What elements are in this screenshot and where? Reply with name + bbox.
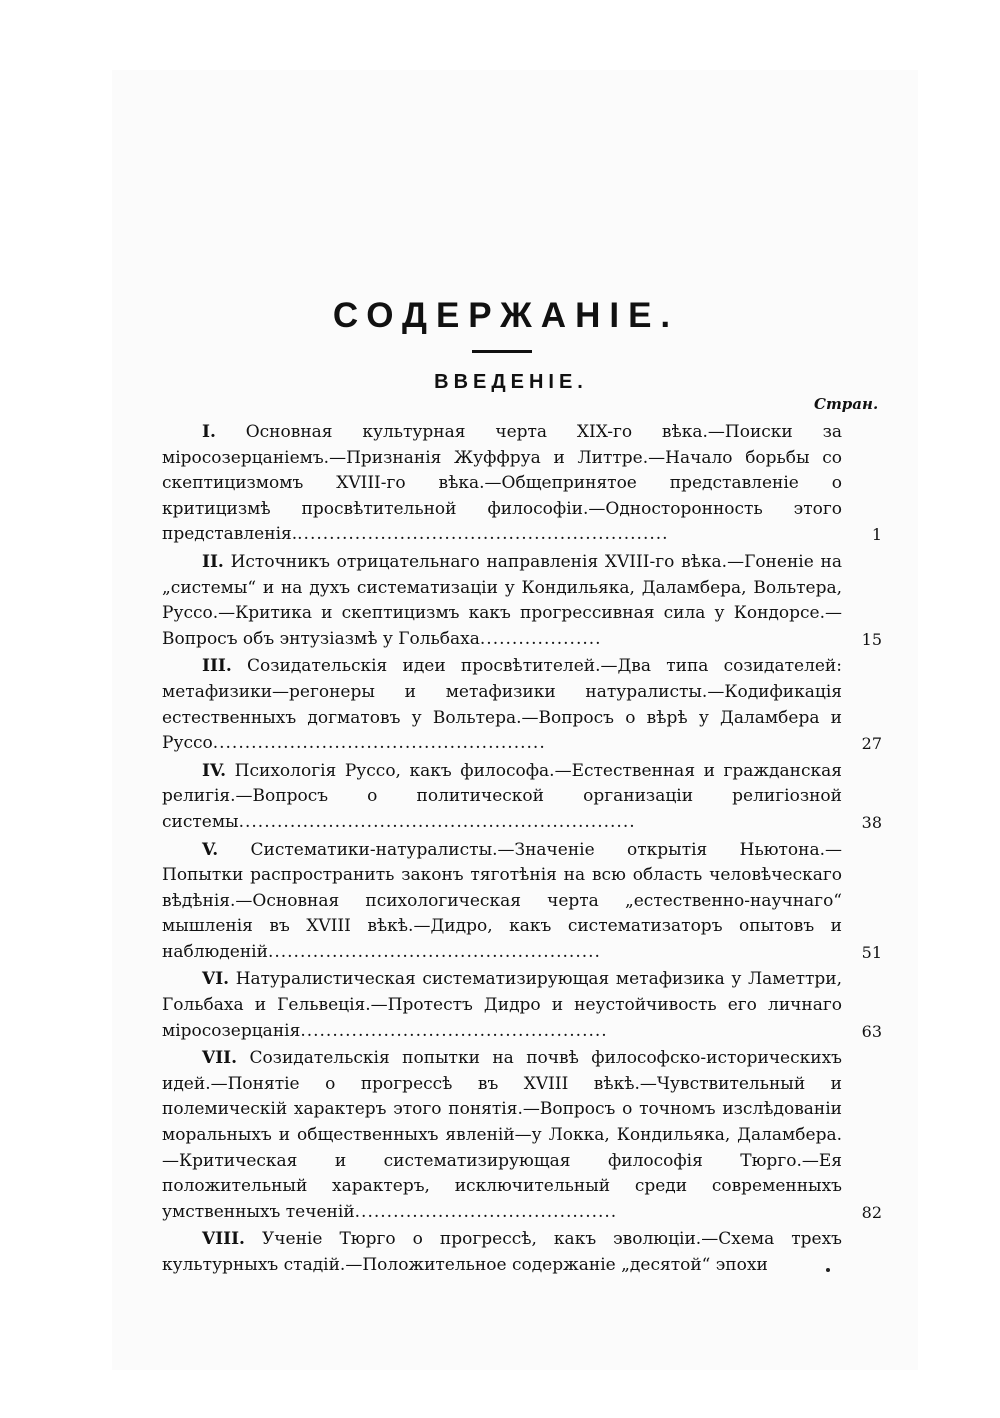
toc-entry-text: Источникъ отрицательнаго направленія XVIII-го вѣка.—Гоненіе на „системы“ и на духъ систематизаціи у Кондильяка, Даламбера, Вольтера, Руссо.—Критика и скептицизмъ какъ прогрессивная сила у Кондорсе.—Вопросъ объ энтузіазмѣ у Гольбаха bbox=[162, 551, 842, 649]
title-divider bbox=[472, 350, 532, 353]
toc-entry bbox=[162, 1227, 842, 1278]
toc-entry-page: 51 bbox=[861, 942, 882, 962]
toc-entry-leader: .......................................................... bbox=[297, 524, 669, 545]
toc-entry-page: 63 bbox=[861, 1021, 882, 1041]
toc-entry bbox=[162, 550, 882, 652]
toc-entry-page: 82 bbox=[861, 1202, 882, 1222]
toc-entry bbox=[162, 1046, 882, 1225]
toc-entry-text: Созидательскія идеи просвѣтителей.—Два типа созидателей: метафизики—регонеры и метафизики натуралисты.—Кодификація естественныхъ догматовъ у Вольтера.—Вопросъ о вѣрѣ у Даламбера и Руссо bbox=[162, 656, 842, 754]
toc-entry-page: 15 bbox=[861, 629, 882, 649]
toc-entry-numeral: VII. bbox=[202, 1048, 238, 1069]
toc-entry-numeral: VIII. bbox=[202, 1229, 245, 1250]
toc-entry-page: 27 bbox=[861, 734, 882, 754]
toc-entry-numeral: VI. bbox=[202, 969, 230, 990]
toc-entry-numeral: V. bbox=[202, 839, 219, 860]
toc-page bbox=[162, 290, 882, 1275]
toc-entry-page: 1 bbox=[871, 525, 882, 545]
toc-entry-numeral: II. bbox=[202, 551, 224, 572]
toc-entry-text: Ученіе Тюрго о прогрессѣ, какъ эволюціи.—Схема трехъ культурныхъ стадій.—Положительное содержаніе „десятой“ эпохи bbox=[162, 1229, 842, 1275]
scan-speck bbox=[826, 1268, 830, 1272]
toc-entry-text: Основная культурная черта XIX-го вѣка.—Поиски за міросозерцаніемъ.—Признанія Жуффруа и Литтре.—Начало борьбы со скептицизмомъ XVIII-го вѣка.—Общепринятое представленіе о критицизмѣ просвѣтительной философіи.—Односторонность этого представленія. bbox=[162, 422, 843, 545]
toc-list bbox=[162, 420, 882, 1281]
page-title: СОДЕРЖАНІЕ. bbox=[332, 296, 680, 335]
toc-entry bbox=[162, 420, 882, 548]
toc-entry-leader: .............................................................. bbox=[238, 811, 636, 832]
toc-entry-leader: ................................................ bbox=[300, 1020, 608, 1041]
toc-entry bbox=[162, 967, 882, 1044]
toc-entry-numeral: IV. bbox=[202, 760, 227, 781]
page-column-label: Стран. bbox=[814, 395, 879, 413]
toc-entry-text: Психологія Руссо, какъ философа.—Естественная и гражданская религія.—Вопросъ о политической организаціи религіозной системы bbox=[162, 760, 843, 832]
toc-entry-leader: .................................................... bbox=[212, 733, 546, 754]
toc-entry-page: 38 bbox=[861, 812, 882, 832]
section-heading: ВВЕДЕНІЕ. bbox=[434, 371, 588, 393]
toc-entry-numeral: III. bbox=[202, 656, 232, 677]
toc-entry bbox=[162, 838, 882, 966]
toc-entry-leader: .................................................... bbox=[267, 941, 601, 962]
toc-entry-text: Систематики-натуралисты.—Значеніе открытія Ньютона.—Попытки распространить законъ тяготѣнія на всю область человѣческаго вѣдѣнія.—Основная психологическая черта „естественно-научнаго“ мышленія въ XVIII вѣкѣ.—Дидро, какъ систематизаторъ опытовъ и наблюденій bbox=[162, 839, 843, 962]
toc-entry-leader: ................... bbox=[479, 628, 602, 649]
toc-entry-text: Созидательскія попытки на почвѣ философско-историческихъ идей.—Понятіе о прогрессѣ въ XVIII вѣкѣ.—Чувствительный и полемическій характеръ этого понятія.—Вопросъ о точномъ изслѣдованіи моральныхъ и общественныхъ явленій—у Локка, Кондильяка, Даламбера.—Критическая и систематизирующая философія Тюрго.—Ея положительный характеръ, исключительный среди современныхъ умственныхъ теченій bbox=[162, 1048, 842, 1222]
toc-entry-text: Натуралистическая систематизирующая метафизика у Ламеттри, Гольбаха и Гельвеція.—Протестъ Дидро и неустойчивость его личнаго міросозерцанія bbox=[162, 969, 842, 1041]
toc-entry-leader: ......................................... bbox=[354, 1201, 618, 1222]
toc-entry bbox=[162, 759, 882, 836]
toc-entry-numeral: I. bbox=[202, 422, 216, 442]
toc-entry bbox=[162, 654, 882, 756]
